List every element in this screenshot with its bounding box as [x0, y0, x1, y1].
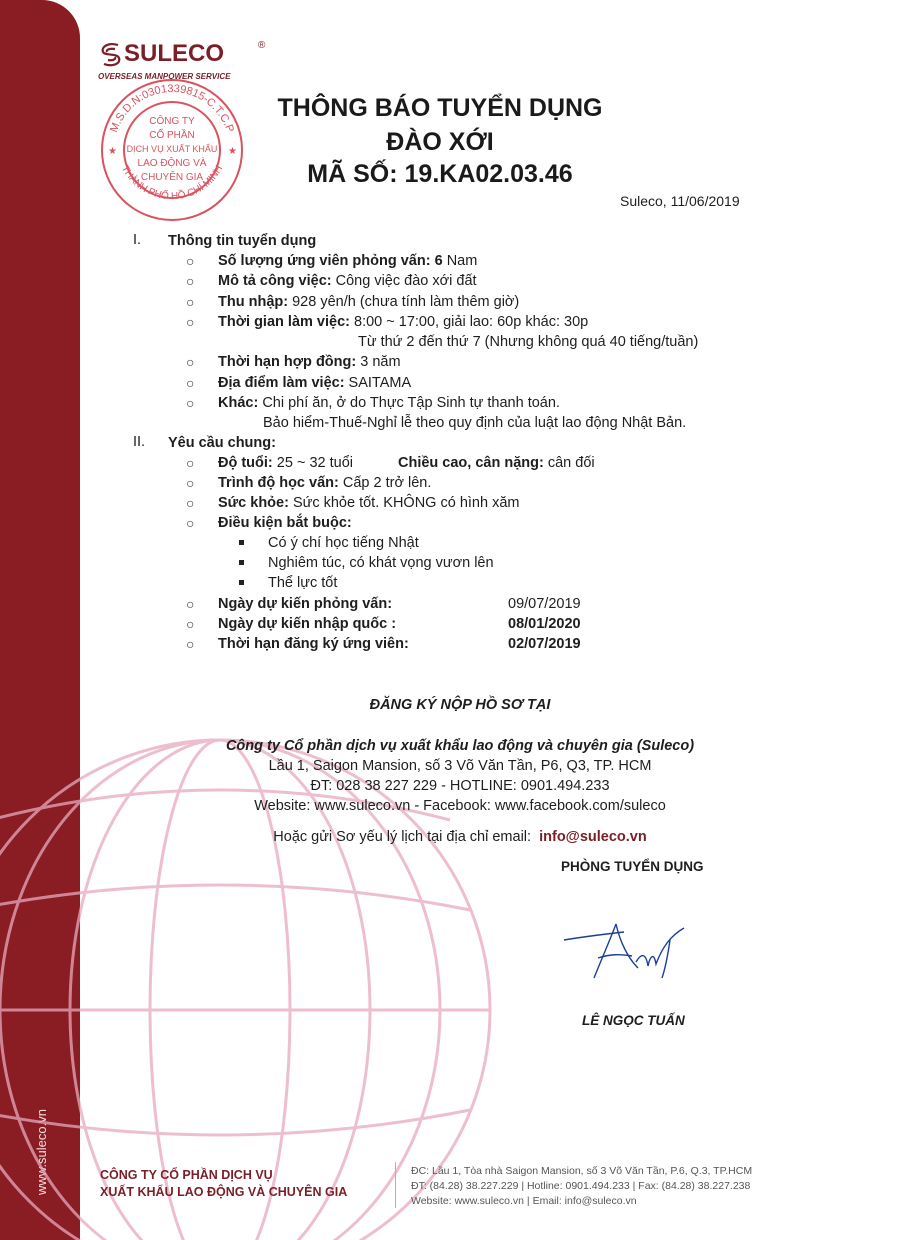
item-health: Sức khỏe: Sức khỏe tốt. KHÔNG có hình xăm: [218, 495, 520, 511]
company-web: Website: www.suleco.vn - Facebook: www.facebook.com/suleco: [254, 798, 666, 814]
logo-registered: ®: [258, 40, 266, 51]
item-job-description: Mô tả công việc: Công việc đào xới đất: [218, 273, 477, 289]
item-education: Trình độ học vấn: Cấp 2 trở lên.: [218, 475, 432, 491]
circle-bullet-icon: ○: [186, 375, 195, 391]
section2-heading: Yêu cầu chung:: [168, 435, 276, 451]
company-name: Công ty Cổ phần dịch vụ xuất khẩu lao động và chuyên gia (Suleco): [225, 738, 695, 754]
notice-title: THÔNG BÁO TUYỂN DỤNG: [277, 94, 603, 122]
submission-heading: ĐĂNG KÝ NỘP HỒ SƠ TẠI: [369, 697, 551, 713]
circle-bullet-icon: ○: [186, 455, 195, 471]
job-title: ĐÀO XỚI: [386, 128, 494, 156]
stamp-line3: DỊCH VỤ XUẤT KHẨU: [126, 144, 218, 154]
svg-text:★: ★: [228, 146, 237, 157]
item-height-weight: Chiều cao, cân nặng: cân đối: [398, 455, 595, 471]
deadline-label: Thời hạn đăng ký ứng viên:: [218, 636, 409, 652]
stamp-ring-bottom: THÀNH PHỐ HỒ CHÍ MINH: [118, 163, 226, 203]
signature-icon: [558, 918, 708, 988]
square-bullet-icon: [239, 560, 244, 565]
section1-heading: Thông tin tuyển dụng: [168, 233, 317, 249]
circle-bullet-icon: ○: [186, 475, 195, 491]
signer-name: LÊ NGỌC TUẤN: [582, 1013, 685, 1028]
requirement-item: Thể lực tốt: [268, 575, 338, 591]
footer-company-line1: CÔNG TY CỔ PHẦN DỊCH VỤ: [100, 1168, 273, 1182]
requirement-item: Có ý chí học tiếng Nhật: [268, 535, 419, 551]
logo-tagline: OVERSEAS MANPOWER SERVICE: [98, 72, 231, 81]
item-working-hours: Thời gian làm việc: 8:00 ~ 17:00, giải lao: 60p khác: 30p: [218, 314, 589, 330]
company-stamp-icon: [92, 72, 252, 222]
item-location: Địa điểm làm việc: SAITAMA: [218, 375, 412, 391]
sidebar-url: www.suleco.vn: [34, 1109, 49, 1195]
interview-date-value: 09/07/2019: [508, 596, 581, 612]
stamp-line1: CÔNG TY: [149, 116, 195, 127]
circle-bullet-icon: ○: [186, 636, 195, 652]
stamp-line4: LAO ĐỘNG VÀ: [137, 158, 207, 169]
email-link[interactable]: info@suleco.vn: [539, 829, 647, 845]
circle-bullet-icon: ○: [186, 294, 195, 310]
item-income: Thu nhập: 928 yên/h (chưa tính làm thêm giờ): [218, 294, 520, 310]
interview-date-label: Ngày dự kiến phỏng vấn:: [218, 596, 393, 612]
footer-web: Website: www.suleco.vn | Email: info@suleco.vn: [411, 1195, 637, 1207]
circle-bullet-icon: ○: [186, 596, 195, 612]
item-other: Khác: Chi phí ăn, ở do Thực Tập Sinh tự thanh toán.: [218, 395, 560, 411]
stamp-line2: CỔ PHẦN: [149, 130, 195, 141]
circle-bullet-icon: ○: [186, 354, 195, 370]
issue-date: Suleco, 11/06/2019: [620, 193, 740, 209]
item-age: Độ tuổi: 25 ~ 32 tuổi: [218, 455, 353, 471]
circle-bullet-icon: ○: [186, 616, 195, 632]
item-mandatory-label: Điều kiện bắt buộc:: [218, 515, 352, 531]
job-code: MÃ SỐ: 19.KA02.03.46: [307, 160, 573, 188]
circle-bullet-icon: ○: [186, 395, 195, 411]
circle-bullet-icon: ○: [186, 273, 195, 289]
footer-phone: ĐT: (84.28) 38.227.229 | Hotline: 0901.494.233 | Fax: (84.28) 38.227.238: [411, 1180, 751, 1192]
svg-text:★: ★: [108, 146, 117, 157]
department: PHÒNG TUYỂN DỤNG: [561, 859, 704, 874]
logo-mark-icon: [98, 40, 124, 68]
deadline-value: 02/07/2019: [508, 636, 581, 652]
circle-bullet-icon: ○: [186, 253, 195, 269]
footer-divider: [395, 1162, 396, 1208]
requirement-item: Nghiêm túc, có khát vọng vươn lên: [268, 555, 494, 571]
company-address: Lầu 1, Saigon Mansion, số 3 Võ Văn Tần, P6, Q3, TP. HCM: [268, 758, 652, 774]
footer-address: ĐC: Lầu 1, Tòa nhà Saigon Mansion, số 3 Võ Văn Tần, P.6, Q.3, TP.HCM: [411, 1165, 753, 1177]
item-working-days: Từ thứ 2 đến thứ 7 (Nhưng không quá 40 tiếng/tuần): [358, 334, 699, 350]
item-contract-term: Thời hạn hợp đồng: 3 năm: [218, 354, 401, 370]
stamp-ring-top: M.S.D.N:0301339815-C.T.C.P: [107, 82, 237, 135]
logo-wordmark: SULECO: [124, 40, 225, 67]
item-candidates: Số lượng ứng viên phỏng vấn: 6 Nam: [218, 253, 478, 269]
entry-date-label: Ngày dự kiến nhập quốc :: [218, 616, 397, 632]
item-other-insurance: Bảo hiểm-Thuế-Nghỉ lễ theo quy định của luật lao động Nhật Bản.: [263, 415, 687, 431]
square-bullet-icon: [239, 540, 244, 545]
company-phone: ĐT: 028 38 227 229 - HOTLINE: 0901.494.233: [310, 778, 610, 794]
circle-bullet-icon: ○: [186, 515, 195, 531]
circle-bullet-icon: ○: [186, 495, 195, 511]
section2-numeral: II.: [133, 434, 146, 450]
section1-numeral: I.: [133, 232, 142, 248]
email-line: Hoặc gửi Sơ yếu lý lịch tại địa chỉ email: info@suleco.vn: [273, 829, 647, 845]
footer-company-line2: XUẤT KHẨU LAO ĐỘNG VÀ CHUYÊN GIA: [100, 1185, 348, 1199]
stamp-line5: CHUYÊN GIA: [140, 172, 204, 183]
square-bullet-icon: [239, 580, 244, 585]
circle-bullet-icon: ○: [186, 314, 195, 330]
entry-date-value: 08/01/2020: [508, 616, 581, 632]
